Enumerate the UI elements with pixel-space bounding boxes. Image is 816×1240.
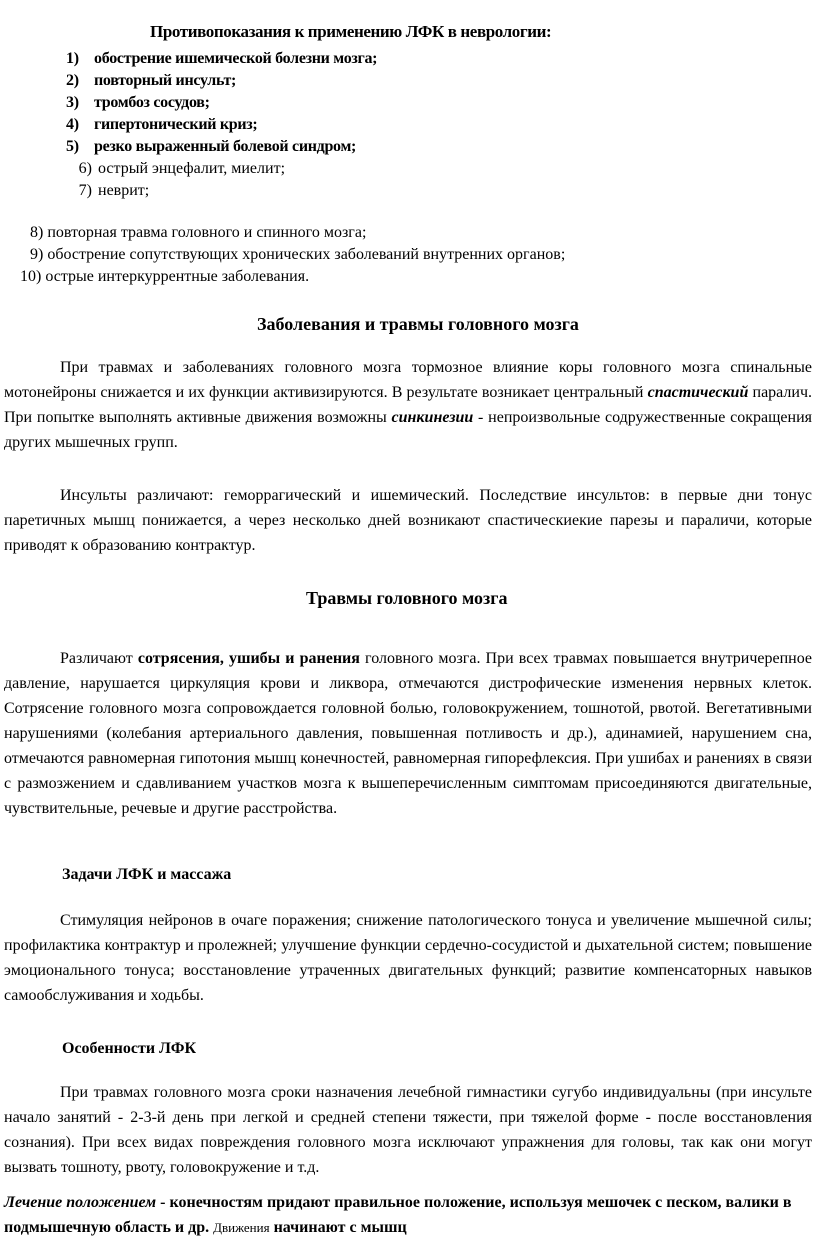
paragraph: Стимуляция нейронов в очаге поражения; снижение патологического тонуса и увеличение мышечной силы; профилактика контрактур и пролежней; улучшение функции сердечно-сосудистой и дыхательной систем; повышение эмоционального тонуса; восстановление утраченных двигательных функций; развитие компенсаторных навыков самообслуживания и ходьбы. — [4, 912, 812, 1004]
contraindication-item — [66, 116, 257, 134]
contraindication-item — [66, 50, 377, 68]
emphasis-term: Лечение положением — [4, 1194, 157, 1211]
item-text: неврит; — [98, 182, 150, 199]
item-number: 2) — [66, 72, 79, 89]
contraindication-item: 9) обострение сопутствующих хронических заболеваний внутренних органов; — [30, 246, 566, 263]
item-text: гипертонический криз; — [94, 116, 258, 133]
section-heading: Заболевания и травмы головного мозга — [257, 314, 579, 334]
paragraph: Инсульты различают: геморрагический и ишемический. Последствие инсультов: в первые дни тонус паретичных мышц понижается, а через несколько дней возникают спастическиекие парезы и параличи, которые приводят к образованию контрактур. — [4, 487, 812, 554]
item-number: 7) — [78, 182, 92, 199]
contraindication-item — [66, 94, 210, 112]
item-number: 3) — [66, 94, 79, 111]
contraindication-item: 10) острые интеркуррентные заболевания. — [20, 268, 310, 285]
section-heading: Особенности ЛФК — [62, 1040, 197, 1057]
item-text: обострение ишемической болезни мозга; — [94, 50, 378, 67]
contraindication-item — [66, 138, 356, 156]
paragraph-bold: Лечение положением - конечностям придают правильное положение, используя мешочек с песком, валики в подмышечную область и др. Движения начинают с мышц — [4, 1194, 792, 1236]
item-text: резко выраженный болевой синдром; — [94, 138, 357, 155]
contraindication-item: 8) повторная травма головного и спинного мозга; — [30, 224, 367, 241]
emphasis-term: синкинезии — [391, 409, 474, 426]
paragraph: При травмах головного мозга сроки назначения лечебной гимнастики сугубо индивидуальны (при инсульте начало занятий - 2-3-й день при легкой и средней степени тяжести, при тяжелой форме - после восстановления сознания). При всех видах повреждения головного мозга исключают упражнения для головы, так как они могут вызвать тошноту, рвоту, головокружение и т.д. — [4, 1084, 812, 1176]
item-text: острый энцефалит, миелит; — [98, 160, 286, 177]
contraindication-item — [66, 182, 149, 200]
contraindication-item — [66, 72, 236, 90]
item-number: 1) — [66, 50, 79, 67]
item-number: 6) — [78, 160, 92, 177]
emphasis-term: спастический — [647, 384, 749, 401]
bold-terms: сотрясения, ушибы и ранения — [137, 650, 360, 667]
item-text: тромбоз сосудов; — [94, 94, 210, 111]
section-heading: Травмы головного мозга — [306, 588, 508, 608]
item-number: 4) — [66, 116, 79, 133]
paragraph: Различают сотрясения, ушибы и ранения головного мозга. При всех травмах повышается внутричерепное давление, нарушается циркуляция крови и ликвора, отмечаются дистрофические изменения нервных клеток. Сотрясение головного мозга сопровождается головной болью, головокружением, тошнотой, рвотой. Вегетативными нарушениями (колебания артериального давления, повышенная потливость и др.), адинамией, нарушением сна, отмечаются равномерная гипотония мышц конечностей, равномерная гипорефлексия. При ушибах и ранениях в связи с размозжением и сдавливанием участков мозга к вышеперечисленным симптомам присоединяются двигательные, чувствительные, речевые и другие расстройства. — [4, 650, 813, 817]
section-heading: Задачи ЛФК и массажа — [62, 866, 232, 883]
item-text: повторный инсульт; — [94, 72, 237, 89]
page-title: Противопоказания к применению ЛФК в неврологии: — [150, 22, 552, 41]
contraindication-item — [66, 160, 285, 178]
item-number: 5) — [66, 138, 79, 155]
paragraph: При травмах и заболеваниях головного мозга тормозное влияние коры головного мозга спинальные мотонейроны снижается и их функции активизируются. В результате возникает центральный спастический паралич. При попытке выполнять активные движения возможны синкинезии - непроизвольные содружественные сокращения других мышечных групп. — [4, 359, 812, 451]
